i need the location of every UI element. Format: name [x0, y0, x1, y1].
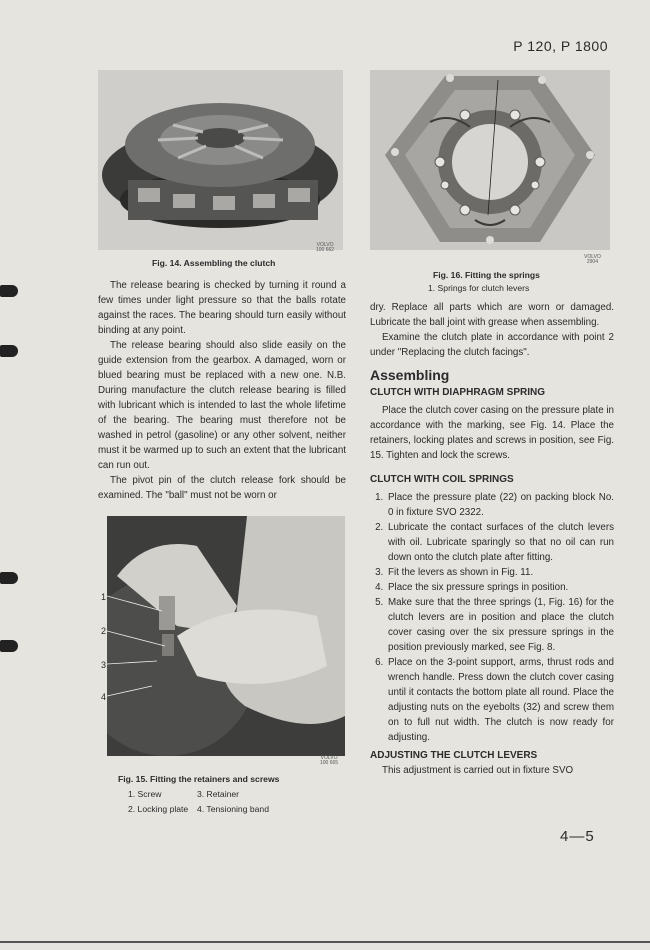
fig15-callout-1: 1	[101, 592, 107, 602]
release-bearing-slide-paragraph: The release bearing should also slide easily on the guide extension from the gearbox. A damaged, worn or blued bearing must be replaced with a new one. N.B. During manufacture the clutch release bearing is filled with lubricant which is intended to last the whole lifetime of the bearing. The bearing must therefore not be washed in petrol (gasoline) or any other solvent, neither must it be warmed up to such an extent that the lubricant can run out.	[98, 340, 346, 471]
diaphragm-spring-paragraph: Place the clutch cover casing on the pressure plate in accordance with the marking, see Fig. 14. Place the retainers, locking plates and screws in position, see Fig. 15. Tighten and lock the screws.	[370, 405, 614, 461]
fig15-legend-screw: 1. Screw	[128, 789, 162, 799]
clutch-cover-springs-image	[370, 70, 610, 250]
step-item: 1. Place the pressure plate (22) on packing block No. 0 in fixture SVO 2322.	[386, 490, 614, 520]
adjusting-levers-heading: ADJUSTING THE CLUTCH LEVERS	[370, 750, 538, 761]
binder-hole-mark	[0, 640, 18, 652]
fig15-callout-3: 3	[101, 660, 107, 670]
fig14-photo	[98, 70, 343, 250]
fig15-legend-tensioning-band: 4. Tensioning band	[197, 804, 269, 814]
fig15-legend-retainer: 3. Retainer	[197, 789, 240, 799]
fig15-photo	[107, 516, 345, 756]
fig15-legend-locking-plate: 2. Locking plate	[128, 804, 189, 814]
fig16-stamp	[584, 255, 601, 265]
diaphragm-spring-heading: CLUTCH WITH DIAPHRAGM SPRING	[370, 387, 545, 398]
stamp-brand: VOLVO	[320, 755, 338, 761]
page-bottom-edge	[0, 941, 650, 943]
stamp-number: 100 662	[316, 247, 335, 253]
step-item: 5. Make sure that the three springs (1, Fig. 16) for the clutch levers are in position and place the clutch cover casing over the six pressure springs in the position previously marked, see Fig. 8.	[386, 595, 614, 655]
fig14-stamp	[316, 243, 334, 253]
binder-hole-mark	[0, 572, 18, 584]
binder-hole-mark	[0, 285, 18, 297]
clutch-assembly-image	[98, 70, 343, 250]
replace-parts-paragraph: dry. Replace all parts which are worn or damaged. Lubricate the ball joint with grease when assembling.	[370, 302, 614, 328]
fig15-callout-2: 2	[101, 626, 107, 636]
assembling-heading: Assembling	[370, 367, 450, 383]
right-column-text	[370, 300, 614, 778]
coil-springs-heading: CLUTCH WITH COIL SPRINGS	[370, 474, 514, 485]
fig16-photo	[370, 70, 610, 250]
fig16-legend: 1. Springs for clutch levers	[428, 283, 530, 293]
fig14-caption: Fig. 14. Assembling the clutch	[152, 258, 276, 268]
page-header-model: P 120, P 1800	[513, 38, 608, 54]
examine-clutch-plate-paragraph: Examine the clutch plate in accordance with point 2 under "Replacing the clutch facings".	[370, 332, 614, 358]
step-item: 3. Fit the levers as shown in Fig. 11.	[386, 565, 614, 580]
stamp-brand: VOLVO	[584, 254, 601, 260]
step-item: 2. Lubricate the contact surfaces of the clutch levers with oil. Lubricate sparingly so that no oil can run down onto the clutch plate after fitting.	[386, 520, 614, 565]
stamp-number: 100 665	[320, 760, 339, 766]
fig16-caption: Fig. 16. Fitting the springs	[433, 270, 540, 280]
adjusting-levers-paragraph: This adjustment is carried out in fixture SVO	[382, 765, 574, 776]
pivot-pin-paragraph: The pivot pin of the clutch release fork should be examined. The "ball" must not be worn or	[98, 475, 346, 501]
fig15-callout-4: 4	[101, 692, 107, 702]
binder-hole-mark	[0, 345, 18, 357]
left-column-text	[98, 278, 346, 503]
step-item: 6. Place on the 3-point support, arms, thrust rods and wrench handle. Press down the clutch cover casing until it contacts the bottom plate all round. Place the adjusting nuts on the eyebolts (32) and screw them on to full nut width. The clutch is now ready for adjusting.	[386, 655, 614, 745]
fig15-stamp	[320, 756, 338, 766]
page-number: 4—5	[560, 828, 595, 845]
coil-springs-steps	[370, 490, 614, 745]
stamp-number: 2904	[586, 259, 598, 265]
fig15-caption: Fig. 15. Fitting the retainers and screws	[118, 774, 280, 784]
step-item: 4. Place the six pressure springs in position.	[386, 580, 614, 595]
hands-fitting-retainers-image	[107, 516, 345, 756]
stamp-brand: VOLVO	[316, 242, 334, 248]
release-bearing-check-paragraph: The release bearing is checked by turning it round a few times under light pressure so that the balls rotate against the races. The bearing should turn easily without binding at any point.	[98, 280, 346, 336]
